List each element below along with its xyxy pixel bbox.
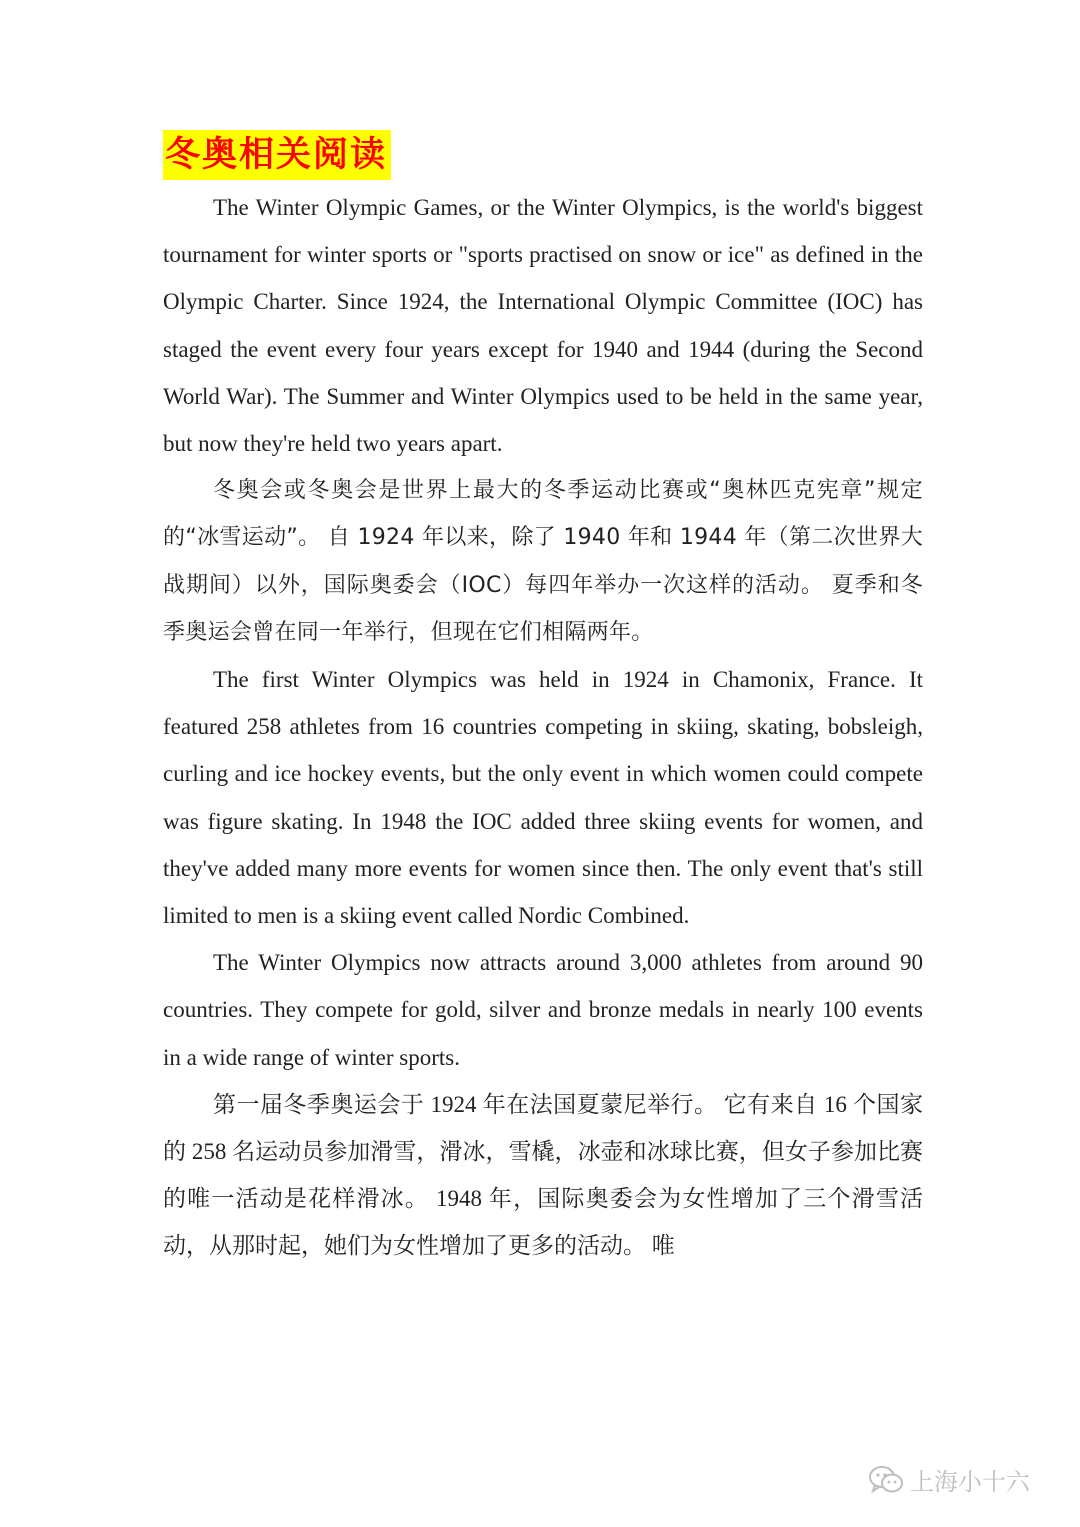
article-body: [163, 184, 923, 1270]
wechat-icon: [868, 1465, 904, 1495]
watermark-text: 上海小十六: [910, 1468, 1030, 1496]
paragraph-en-today: The Winter Olympics now attracts around 3,000 athletes from around 90 countries. They compete for gold, silver and bronze medals in nearly 100 events in a wide range of winter sports.: [163, 950, 923, 1070]
paragraph-zh-intro: 冬奥会或冬奥会是世界上最大的冬季运动比赛或“奥林匹克宪章”规定的“冰雪运动”。 自 1924 年以来，除了 1940 年和 1944 年（第二次世界大战期间）以外，国际奥委会（IOC）每四年举办一次这样的活动。 夏季和冬季奥运会曾在同一年举行，但现在它们相隔两年。: [163, 478, 923, 645]
page-title: 冬奥相关阅读: [165, 135, 388, 175]
heading-highlight: [163, 130, 391, 180]
paragraph-en-first-games: The first Winter Olympics was held in 1924 in Chamonix, France. It featured 258 athletes from 16 countries competing in skiing, skating, bobsleigh, curling and ice hockey events, but the only event in which women could compete was figure skating. In 1948 the IOC added three skiing events for women, and they've added many more events for women since then. The only event that's still limited to men is a skiing event called Nordic Combined.: [163, 667, 923, 929]
paragraph-zh-first-games: 第一届冬季奥运会于 1924 年在法国夏蒙尼举行。 它有来自 16 个国家的 258 名运动员参加滑雪，滑冰，雪橇，冰壶和冰球比赛，但女子参加比赛的唯一活动是花样滑冰。 1948 年，国际奥委会为女性增加了三个滑雪活动，从那时起，她们为女性增加了更多的活动。 唯: [163, 1091, 924, 1259]
watermark: [868, 1462, 1030, 1497]
paragraph-en-intro: The Winter Olympic Games, or the Winter Olympics, is the world's biggest tournament for winter sports or "sports practised on snow or ice" as defined in the Olympic Charter. Since 1924, the International Olympic Committee (IOC) has staged the event every four years except for 1940 and 1944 (during the Second World War). The Summer and Winter Olympics used to be held in the same year, but now they're held two years apart.: [163, 195, 923, 457]
